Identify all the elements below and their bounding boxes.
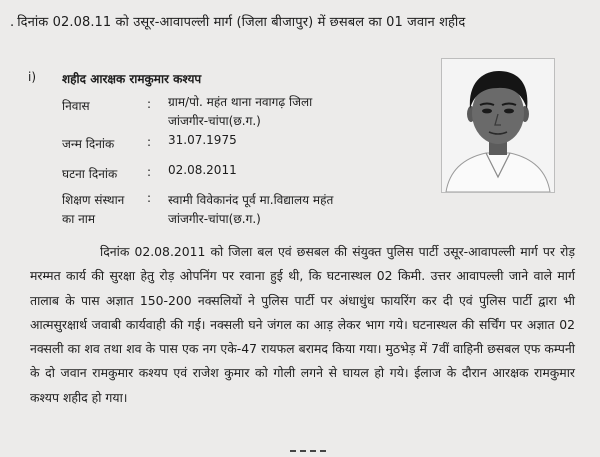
item-number: i): [28, 70, 37, 84]
incident-date-label: घटना दिनांक: [62, 167, 118, 181]
portrait-image: [442, 59, 554, 192]
field-colon: :: [147, 97, 152, 111]
field-colon: :: [147, 191, 152, 205]
residence-line-1: ग्राम/पो. महंत थाना नवागढ़ जिला: [168, 95, 313, 109]
incident-paragraph-text: दिनांक 02.08.2011 को जिला बल एवं छसबल की संयुक्त पुलिस पार्टी उसूर-आवापल्ली मार्ग पर रोड़ मरम्मत कार्य की सुरक्षा हेतु रोड़ ओपनिंग पर रवाना हुई थी, कि घटनास्थल 02 किमी. उत्तर आवापल्ली जाने वाले मार्ग तालाब के पास अज्ञात 150-200 नक्सलियों ने पुलिस पार्टी पर अंधाधुंध फायरिंग कर दी एवं पुलिस पार्टी द्वारा भी आत्मसुरक्षार्थ जवाबी कार्यवाही की गई। नक्सली घने जंगल का आड़ लेकर भाग गये। घटनास्थल की सर्चिंग पर अज्ञात 02 नक्सली का शव तथा शव के पास एक नग एके-47 रायफल बरामद किया गया। मुठभेड़ में 7वीं वाहिनी छसबल एफ कम्पनी के दो जवान रामकुमार कश्यप एवं राजेश कुमार को गोली लगने से घायल हो गये। ईलाज के दौरान आरक्षक रामकुमार कश्यप शहीद हो गया।: [30, 244, 576, 405]
document-heading: [10, 12, 465, 30]
birth-date-value: 31.07.1975: [168, 133, 237, 147]
birth-date-label: जन्म दिनांक: [62, 137, 115, 151]
heading-marker: .: [10, 15, 15, 30]
residence-line-2: जांजगीर-चांपा(छ.ग.): [168, 114, 261, 128]
heading-text: दिनांक 02.08.11 को उसूर-आवापल्ली मार्ग (जिला बीजापुर) में छसबल का 01 जवान शहीद: [17, 15, 466, 30]
school-label: [62, 191, 124, 229]
school-label-line-1: शिक्षण संस्थान: [62, 193, 125, 207]
school-label-line-2: का नाम: [62, 212, 96, 226]
school-line-2: जांजगीर-चांपा(छ.ग.): [168, 212, 261, 226]
residence-label: निवास: [62, 99, 90, 113]
school-line-1: स्वामी विवेकानंद पूर्व मा.विद्यालय महंत: [168, 193, 334, 207]
martyr-name: शहीद आरक्षक रामकुमार कश्यप: [62, 72, 202, 86]
field-colon: :: [147, 135, 152, 149]
field-colon: :: [147, 165, 152, 179]
residence-value: [168, 93, 312, 131]
martyr-photo: [441, 58, 555, 193]
incident-date-value: 02.08.2011: [168, 163, 237, 177]
section-divider: [290, 450, 326, 452]
school-value: [168, 191, 333, 229]
incident-paragraph: [30, 240, 575, 410]
